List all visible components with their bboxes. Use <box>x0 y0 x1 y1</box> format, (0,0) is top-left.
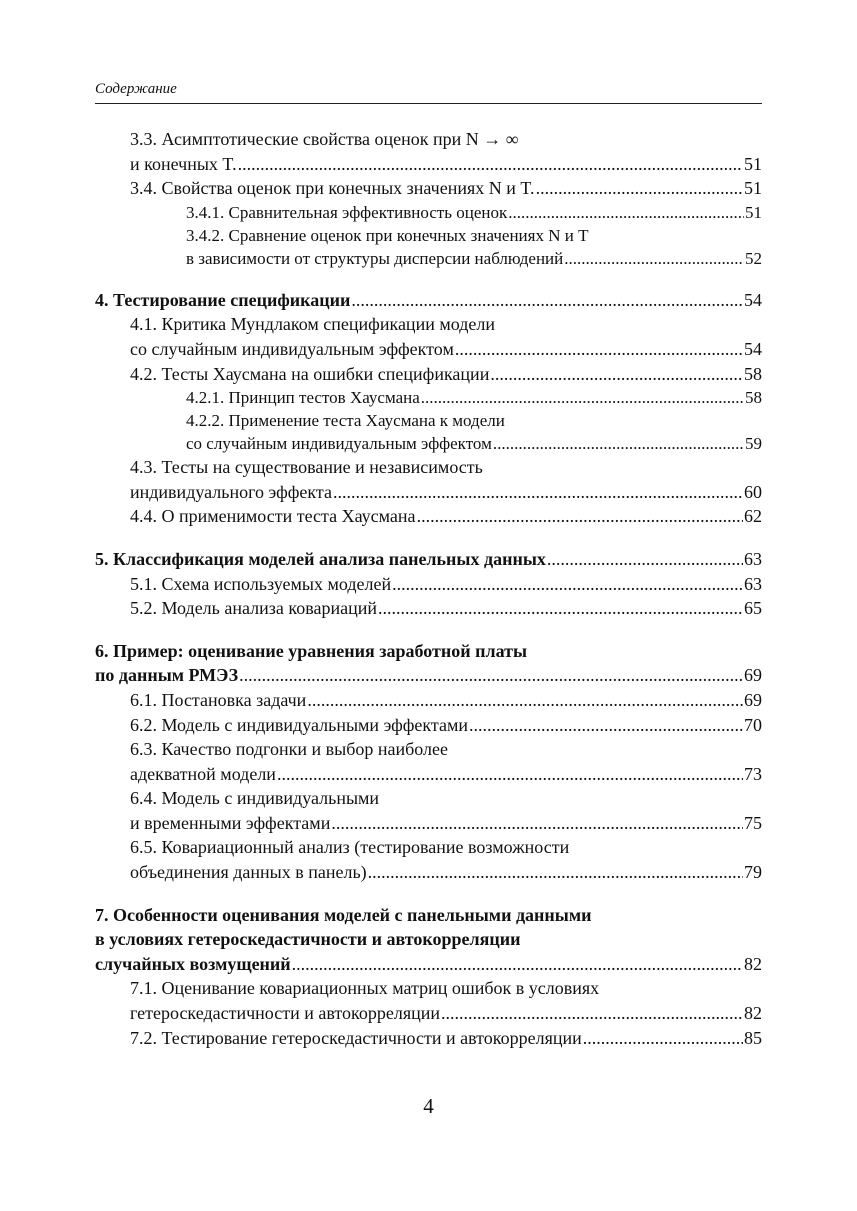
toc-page-number: 54 <box>744 338 762 359</box>
toc-entry-line: в условиях гетероскедастичности и автокорреляции <box>95 929 521 950</box>
toc-entry-line: 3.4.2. Сравнение оценок при конечных значениях N и T <box>186 225 589 245</box>
toc-entry[interactable] <box>130 572 762 597</box>
toc-entry-line: 4.2.2. Применение теста Хаусмана к модели <box>186 411 505 431</box>
dot-leader <box>417 504 743 529</box>
dot-leader <box>238 152 743 177</box>
toc-page-number: 69 <box>744 689 762 710</box>
toc-entry-title: и конечных T. <box>130 153 237 174</box>
toc-entry-leader-line <box>95 547 762 572</box>
toc-page-number: 51 <box>744 153 762 174</box>
toc-entry-title: со случайным индивидуальным эффектом <box>130 338 454 359</box>
toc-section <box>95 127 762 270</box>
toc-entry-title: 7.2. Тестирование гетероскедастичности и автокорреляции <box>130 1027 582 1048</box>
dot-leader <box>441 1001 743 1026</box>
toc-entry-title: в зависимости от структуры дисперсии наблюдений <box>186 248 564 268</box>
dot-leader <box>307 688 743 713</box>
toc-entry-leader-line <box>130 596 762 621</box>
dot-leader <box>333 480 743 505</box>
toc-page-number: 75 <box>744 812 762 833</box>
toc-entry-title: 4. Тестирование спецификации <box>95 289 351 310</box>
toc-entry[interactable] <box>130 455 762 504</box>
toc-entry[interactable] <box>186 409 762 455</box>
dot-leader <box>331 811 743 836</box>
toc-page-number: 82 <box>744 953 762 974</box>
toc-page-number: 58 <box>744 363 762 384</box>
toc-entry-leader-line <box>130 572 762 597</box>
toc-entry-title: 5. Классификация моделей анализа панельных данных <box>95 548 546 569</box>
toc-entry-line: 4.3. Тесты на существование и независимость <box>130 457 483 478</box>
toc-entry-line: 6. Пример: оценивание уравнения заработной платы <box>95 640 528 661</box>
toc-entry-title: по данным РМЭЗ <box>95 665 239 686</box>
toc-page-number: 62 <box>744 506 762 527</box>
toc-entry[interactable] <box>130 713 762 738</box>
toc-entry-leader-line <box>186 432 762 455</box>
toc-entry-leader-line <box>130 713 762 738</box>
toc-entry-title: индивидуального эффекта <box>130 481 332 502</box>
toc-entry-leader-line <box>130 1026 762 1051</box>
toc-page-number: 51 <box>744 178 762 199</box>
toc-entry[interactable] <box>95 639 762 688</box>
toc-entry-leader-line <box>95 952 762 977</box>
dot-leader <box>564 247 744 270</box>
toc-section <box>95 903 762 1051</box>
toc-entry[interactable] <box>130 786 762 835</box>
toc-entry[interactable] <box>186 386 762 409</box>
toc-entry-title: со случайным индивидуальным эффектом <box>186 434 492 454</box>
toc-entry-title: гетероскедастичности и автокорреляции <box>130 1003 441 1024</box>
dot-leader <box>493 432 744 455</box>
toc-entry[interactable] <box>130 835 762 884</box>
toc-entry-title: 6.2. Модель с индивидуальными эффектами <box>130 714 469 735</box>
toc-entry-title: 4.2. Тесты Хаусмана на ошибки спецификации <box>130 363 490 384</box>
toc-entry[interactable] <box>130 737 762 786</box>
dot-leader <box>421 386 744 409</box>
toc-entry-title: случайных возмущений <box>95 953 291 974</box>
toc-page-number: 60 <box>744 481 762 502</box>
dot-leader <box>455 337 743 362</box>
toc-page-number: 69 <box>744 665 762 686</box>
table-of-contents <box>95 127 762 1050</box>
toc-entry[interactable] <box>186 201 762 224</box>
toc-section <box>95 288 762 529</box>
toc-entry-line: 6.3. Качество подгонки и выбор наиболее <box>130 739 448 760</box>
toc-entry-leader-line <box>130 762 762 787</box>
toc-entry-title: 5.2. Модель анализа ковариаций <box>130 598 377 619</box>
toc-entry-line: 4.1. Критика Мундлаком спецификации модели <box>130 314 495 335</box>
toc-entry-leader-line <box>130 860 762 885</box>
toc-entry-line: 7. Особенности оценивания моделей с панельными данными <box>95 904 592 925</box>
toc-entry-title: 4.2.1. Принцип тестов Хаусмана <box>186 388 420 408</box>
toc-entry-title: адекватной модели <box>130 763 276 784</box>
toc-entry-leader-line <box>95 288 762 313</box>
toc-entry-line: 6.4. Модель с индивидуальными <box>130 788 380 809</box>
toc-entry-title: 3.4. Свойства оценок при конечных значениях N и T. <box>130 178 535 199</box>
toc-entry-leader-line <box>186 247 762 270</box>
toc-page-number: 73 <box>744 763 762 784</box>
toc-page-number: 70 <box>744 714 762 735</box>
toc-entry[interactable] <box>130 596 762 621</box>
toc-entry-title: и временными эффектами <box>130 812 331 833</box>
toc-entry[interactable] <box>130 688 762 713</box>
toc-entry-line: 3.3. Асимптотические свойства оценок при N → ∞ <box>130 129 519 149</box>
dot-leader <box>239 663 743 688</box>
toc-page-number: 65 <box>744 598 762 619</box>
toc-entry[interactable] <box>130 976 762 1025</box>
toc-entry[interactable] <box>130 312 762 361</box>
toc-page-number: 59 <box>745 434 762 454</box>
running-header <box>95 76 762 104</box>
dot-leader <box>536 176 743 201</box>
toc-page-number: 52 <box>745 248 762 268</box>
toc-entry-leader-line <box>130 504 762 529</box>
toc-entry-title: объединения данных в панель) <box>130 862 367 883</box>
dot-leader <box>583 1026 743 1051</box>
toc-page-number: 63 <box>744 548 762 569</box>
toc-entry[interactable] <box>130 504 762 529</box>
toc-section <box>95 639 762 885</box>
dot-leader <box>490 362 743 387</box>
toc-entry-leader-line <box>95 663 762 688</box>
toc-entry[interactable] <box>130 176 762 201</box>
toc-entry-leader-line <box>130 337 762 362</box>
toc-page-number: 54 <box>744 289 762 310</box>
toc-entry[interactable] <box>95 903 762 977</box>
dot-leader <box>469 713 743 738</box>
dot-leader <box>351 288 743 313</box>
toc-section <box>95 547 762 621</box>
toc-entry-leader-line <box>130 688 762 713</box>
toc-entry[interactable] <box>130 1026 762 1051</box>
toc-entry[interactable] <box>186 224 762 270</box>
dot-leader <box>368 860 743 885</box>
dot-leader <box>277 762 743 787</box>
toc-page-number: 63 <box>744 573 762 594</box>
toc-page-number: 58 <box>745 388 762 408</box>
toc-entry[interactable] <box>130 127 762 176</box>
toc-page-number: 85 <box>744 1027 762 1048</box>
toc-entry-title: 4.4. О применимости теста Хаусмана <box>130 506 416 527</box>
dot-leader <box>547 547 743 572</box>
toc-entry-leader-line <box>130 811 762 836</box>
toc-entry-title: 6.1. Постановка задачи <box>130 689 307 710</box>
toc-entry-leader-line <box>130 176 762 201</box>
dot-leader <box>508 201 744 224</box>
toc-entry[interactable] <box>95 288 762 313</box>
toc-entry[interactable] <box>130 362 762 387</box>
dot-leader <box>392 572 743 597</box>
toc-entry-title: 5.1. Схема используемых моделей <box>130 573 392 594</box>
dot-leader <box>292 952 743 977</box>
header-title: Содержание <box>95 81 177 97</box>
toc-entry-leader-line <box>130 152 762 177</box>
toc-entry-leader-line <box>130 1001 762 1026</box>
dot-leader <box>378 596 743 621</box>
toc-entry-leader-line <box>186 386 762 409</box>
toc-entry-leader-line <box>130 480 762 505</box>
toc-page-number: 82 <box>744 1003 762 1024</box>
toc-page-number: 79 <box>744 862 762 883</box>
toc-entry-leader-line <box>186 201 762 224</box>
toc-entry-line: 6.5. Ковариационный анализ (тестирование возможности <box>130 837 570 858</box>
toc-entry-line: 7.1. Оценивание ковариационных матриц ошибок в условиях <box>130 978 600 999</box>
toc-entry-leader-line <box>130 362 762 387</box>
toc-entry-title: 3.4.1. Сравнительная эффективность оценок <box>186 202 508 222</box>
page-number: 4 <box>423 1094 434 1118</box>
toc-entry[interactable] <box>95 547 762 572</box>
toc-page-number: 51 <box>745 202 762 222</box>
